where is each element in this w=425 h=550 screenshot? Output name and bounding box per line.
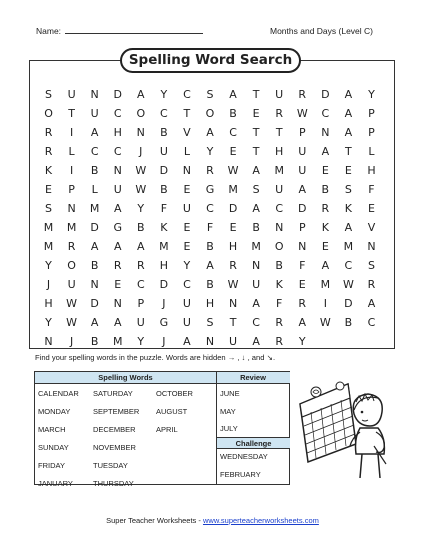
grid-letter: J bbox=[69, 335, 74, 348]
grid-letter: B bbox=[275, 259, 283, 272]
grid-letter: L bbox=[183, 145, 190, 158]
spelling-word: FRIDAY bbox=[38, 461, 65, 470]
grid-letter: B bbox=[160, 183, 168, 196]
grid-letter: C bbox=[136, 278, 145, 291]
grid-letter: A bbox=[367, 297, 376, 310]
grid-letter: W bbox=[135, 164, 147, 177]
spelling-word: AUGUST bbox=[156, 407, 188, 416]
grid-letter: B bbox=[137, 221, 145, 234]
grid-letter: A bbox=[90, 126, 99, 139]
grid-letter: M bbox=[43, 240, 54, 253]
grid-letter: Y bbox=[137, 335, 145, 348]
grid-letter: M bbox=[320, 278, 331, 291]
grid-letter: R bbox=[298, 88, 307, 101]
grid-letter: S bbox=[45, 88, 53, 101]
grid-letter: A bbox=[206, 259, 214, 272]
spelling-word: OCTOBER bbox=[156, 389, 193, 398]
grid-letter: U bbox=[182, 202, 191, 215]
grid-letter: A bbox=[229, 88, 237, 101]
grid-letter: C bbox=[229, 126, 237, 139]
grid-letter: O bbox=[44, 107, 53, 120]
grid-letter: H bbox=[367, 164, 376, 177]
grid-letter: E bbox=[252, 107, 260, 120]
spelling-word: CALENDAR bbox=[38, 389, 79, 398]
grid-letter: M bbox=[159, 240, 169, 253]
grid-letter: R bbox=[136, 259, 145, 272]
grid-letter: B bbox=[90, 335, 99, 348]
grid-letter: D bbox=[113, 88, 122, 101]
grid-letter: U bbox=[182, 316, 191, 329]
grid-letter: E bbox=[183, 240, 191, 253]
grid-letter: O bbox=[67, 259, 76, 272]
grid-letter: D bbox=[90, 221, 99, 234]
grid-letter: A bbox=[252, 297, 260, 310]
spelling-word: APRIL bbox=[156, 425, 178, 434]
grid-letter: A bbox=[298, 183, 307, 196]
grid-letter: N bbox=[321, 126, 330, 139]
grid-letter: A bbox=[113, 316, 122, 329]
grid-letter: E bbox=[298, 278, 306, 291]
grid-letter: E bbox=[344, 164, 352, 177]
name-label: Name: bbox=[36, 26, 62, 36]
grid-letter: P bbox=[298, 126, 306, 139]
grid-letter: K bbox=[275, 278, 283, 291]
grid-letter: U bbox=[182, 297, 191, 310]
grid-letter: A bbox=[137, 240, 145, 253]
grid-letter: A bbox=[321, 259, 330, 272]
grid-letter: F bbox=[206, 221, 214, 234]
footer bbox=[0, 516, 425, 525]
review-word: JULY bbox=[220, 424, 238, 433]
grid-letter: Y bbox=[45, 259, 52, 272]
grid-letter: K bbox=[44, 164, 53, 177]
grid-letter: M bbox=[274, 164, 284, 177]
grid-letter: N bbox=[113, 297, 122, 310]
grid-letter: C bbox=[90, 145, 99, 158]
grid-letter: N bbox=[113, 164, 122, 177]
grid-letter: M bbox=[112, 335, 123, 348]
grid-letter: N bbox=[90, 88, 99, 101]
grid-letter: Y bbox=[45, 316, 52, 329]
grid-letter: A bbox=[344, 221, 353, 234]
word-table bbox=[34, 371, 290, 488]
grid-letter: S bbox=[206, 316, 214, 329]
grid-letter: C bbox=[183, 88, 191, 101]
name-line[interactable] bbox=[65, 26, 203, 34]
grid-letter: T bbox=[183, 107, 191, 120]
grid-letter: C bbox=[113, 107, 122, 120]
grid-letter: E bbox=[45, 183, 52, 196]
grid-letter: A bbox=[321, 145, 330, 158]
grid-letter: U bbox=[275, 88, 284, 101]
grid-letter: A bbox=[113, 202, 122, 215]
grid-letter: E bbox=[183, 183, 191, 196]
spelling-word: SEPTEMBER bbox=[93, 407, 140, 416]
grid-letter: N bbox=[90, 278, 99, 291]
grid-letter: U bbox=[275, 183, 284, 196]
grid-letter: H bbox=[205, 297, 215, 310]
grid-letter: C bbox=[160, 107, 168, 120]
grid-letter: C bbox=[321, 107, 330, 120]
grid-letter: O bbox=[136, 107, 146, 120]
grid-letter: Y bbox=[160, 88, 168, 101]
grid-letter: Y bbox=[206, 145, 214, 158]
spelling-word: JANUARY bbox=[38, 479, 73, 488]
grid-letter: F bbox=[368, 183, 375, 196]
grid-letter: J bbox=[46, 278, 51, 291]
grid-letter: C bbox=[183, 278, 191, 291]
grid-letter: A bbox=[90, 316, 99, 329]
grid-letter: W bbox=[319, 316, 331, 329]
spelling-word: DECEMBER bbox=[93, 425, 136, 434]
spelling-word: TUESDAY bbox=[93, 461, 128, 470]
grid-letter: S bbox=[45, 202, 53, 215]
grid-letter: G bbox=[205, 183, 215, 196]
grid-letter: U bbox=[298, 164, 307, 177]
grid-letter: S bbox=[252, 183, 260, 196]
grid-letter: A bbox=[344, 126, 353, 139]
grid-letter: N bbox=[67, 202, 76, 215]
grid-letter: B bbox=[344, 316, 353, 329]
grid-letter: B bbox=[229, 107, 237, 120]
grid-letter: H bbox=[44, 297, 53, 310]
grid-letter: W bbox=[227, 278, 239, 291]
grid-letter: E bbox=[367, 202, 375, 215]
grid-letter: N bbox=[44, 335, 53, 348]
review-word: JUNE bbox=[220, 389, 240, 398]
grid-letter: D bbox=[298, 202, 307, 215]
grid-letter: D bbox=[159, 164, 169, 177]
worksheet-title: Months and Days (Level C) bbox=[270, 26, 373, 36]
grid-letter: M bbox=[251, 240, 261, 253]
grid-letter: O bbox=[274, 240, 284, 253]
footer-text: Super Teacher Worksheets - bbox=[106, 516, 203, 525]
grid-letter: A bbox=[252, 164, 260, 177]
grid-letter: V bbox=[367, 221, 376, 234]
grid-letter: I bbox=[69, 126, 74, 139]
grid-letter: N bbox=[136, 126, 145, 139]
grid-letter: R bbox=[229, 259, 237, 272]
grid-letter: A bbox=[298, 316, 307, 329]
grid-letter: F bbox=[160, 202, 168, 215]
grid-letter: K bbox=[160, 221, 168, 234]
grid-letter: E bbox=[229, 221, 237, 234]
name-field[interactable] bbox=[36, 26, 203, 36]
grid-letter: T bbox=[275, 126, 283, 139]
grid-letter: H bbox=[275, 145, 284, 158]
spelling-word: SATURDAY bbox=[93, 389, 133, 398]
grid-letter: M bbox=[66, 221, 77, 234]
grid-letter: U bbox=[90, 107, 99, 120]
grid-letter: L bbox=[68, 145, 75, 158]
grid-letter: I bbox=[69, 164, 74, 177]
grid-letter: Y bbox=[368, 88, 375, 101]
spelling-word: NOVEMBER bbox=[93, 443, 136, 452]
grid-letter: S bbox=[206, 88, 214, 101]
grid-letter: N bbox=[275, 221, 284, 234]
grid-letter: A bbox=[252, 202, 260, 215]
review-word: MAY bbox=[220, 407, 236, 416]
grid-letter: R bbox=[275, 316, 284, 329]
grid-letter: D bbox=[159, 278, 169, 291]
grid-letter: D bbox=[228, 202, 238, 215]
spelling-word: MARCH bbox=[38, 425, 66, 434]
grid-letter: A bbox=[252, 335, 260, 348]
grid-letter: R bbox=[275, 107, 284, 120]
grid-letter: L bbox=[91, 183, 98, 196]
grid-letter: E bbox=[183, 221, 191, 234]
grid-letter: H bbox=[113, 126, 122, 139]
grid-letter: N bbox=[252, 259, 261, 272]
footer-link[interactable]: www.superteacherworksheets.com bbox=[202, 516, 319, 525]
grid-letter: N bbox=[298, 240, 307, 253]
spelling-word: SUNDAY bbox=[38, 443, 69, 452]
grid-letter: B bbox=[206, 240, 214, 253]
grid-letter: T bbox=[252, 126, 260, 139]
grid-letter: A bbox=[137, 88, 145, 101]
grid-letter: B bbox=[252, 221, 260, 234]
grid-letter: F bbox=[299, 259, 306, 272]
grid-letter: N bbox=[228, 297, 238, 310]
grid-letter: W bbox=[66, 316, 78, 329]
grid-letter: R bbox=[113, 259, 122, 272]
challenge-header: Challenge bbox=[217, 437, 290, 449]
grid-letter: R bbox=[275, 335, 284, 348]
grid-letter: S bbox=[367, 259, 375, 272]
grid-letter: U bbox=[252, 278, 261, 291]
page-title: Spelling Word Search bbox=[120, 48, 301, 73]
grid-letter: R bbox=[367, 278, 376, 291]
grid-letter: R bbox=[67, 240, 76, 253]
grid-letter: K bbox=[321, 221, 329, 234]
grid-letter: T bbox=[229, 316, 237, 329]
grid-letter: C bbox=[206, 202, 214, 215]
review-header: Review bbox=[216, 372, 290, 384]
grid-letter: W bbox=[66, 297, 78, 310]
grid-letter: B bbox=[90, 259, 99, 272]
grid-letter: E bbox=[321, 164, 329, 177]
grid-letter: N bbox=[205, 335, 215, 348]
grid-letter: L bbox=[368, 145, 375, 158]
grid-letter: P bbox=[368, 107, 375, 120]
spelling-word: THURSDAY bbox=[93, 479, 134, 488]
grid-letter: G bbox=[113, 221, 122, 234]
grid-letter: Y bbox=[137, 202, 145, 215]
grid-letter: A bbox=[344, 88, 353, 101]
grid-letter: W bbox=[296, 107, 308, 120]
spelling-word: MONDAY bbox=[38, 407, 71, 416]
grid-letter: M bbox=[343, 240, 354, 253]
boy-with-calendar-illustration bbox=[296, 374, 394, 484]
grid-letter: F bbox=[276, 297, 283, 310]
grid-letter: E bbox=[321, 240, 329, 253]
grid-letter: C bbox=[252, 316, 260, 329]
grid-letter: T bbox=[68, 107, 75, 120]
grid-letter: R bbox=[298, 297, 307, 310]
grid-letter: P bbox=[68, 183, 75, 196]
grid-letter: T bbox=[252, 88, 260, 101]
calendar-icon bbox=[300, 382, 356, 462]
grid-letter: A bbox=[183, 335, 191, 348]
grid-letter: M bbox=[89, 202, 100, 215]
grid-letter: U bbox=[229, 335, 238, 348]
grid-letter: N bbox=[367, 240, 376, 253]
grid-letter: W bbox=[342, 278, 354, 291]
grid-letter: C bbox=[113, 145, 122, 158]
grid-letter: U bbox=[159, 145, 168, 158]
grid-letter: B bbox=[160, 126, 168, 139]
grid-letter: S bbox=[344, 183, 352, 196]
instructions: Find your spelling words in the puzzle. Words are hidden → , ↓ , and ↘. bbox=[35, 353, 276, 362]
table-divider bbox=[216, 372, 217, 485]
grid-letter: U bbox=[113, 183, 122, 196]
grid-letter: R bbox=[44, 145, 53, 158]
grid-letter: C bbox=[344, 259, 353, 272]
grid-letter: Y bbox=[183, 259, 191, 272]
grid-letter: T bbox=[252, 145, 260, 158]
grid-letter: Y bbox=[298, 335, 306, 348]
challenge-word: WEDNESDAY bbox=[220, 452, 268, 461]
spelling-words-header: Spelling Words bbox=[35, 372, 216, 384]
grid-letter: A bbox=[113, 240, 122, 253]
grid-letter: A bbox=[206, 126, 214, 139]
grid-letter: D bbox=[90, 297, 99, 310]
grid-letter: R bbox=[206, 164, 214, 177]
grid-letter: N bbox=[182, 164, 192, 177]
grid-letter: P bbox=[137, 297, 145, 310]
grid-letter: J bbox=[162, 297, 166, 310]
grid-letter: P bbox=[298, 221, 306, 234]
grid-letter: H bbox=[159, 259, 168, 272]
grid-letter: U bbox=[67, 278, 76, 291]
grid-letter: B bbox=[206, 278, 214, 291]
grid-letter: U bbox=[136, 316, 145, 329]
grid-letter: C bbox=[275, 202, 284, 215]
grid-letter: V bbox=[183, 126, 191, 139]
grid-letter: K bbox=[344, 202, 352, 215]
grid-letter: R bbox=[44, 126, 53, 139]
letter-grid bbox=[37, 85, 383, 351]
challenge-word: FEBRUARY bbox=[220, 470, 261, 479]
grid-letter: A bbox=[344, 107, 353, 120]
grid-letter: M bbox=[228, 183, 238, 196]
grid-letter: B bbox=[321, 183, 330, 196]
boy-figure bbox=[350, 394, 386, 478]
grid-letter: O bbox=[205, 107, 215, 120]
grid-letter: B bbox=[90, 164, 99, 177]
grid-letter: E bbox=[229, 145, 237, 158]
grid-letter: H bbox=[228, 240, 238, 253]
grid-letter: A bbox=[90, 240, 99, 253]
grid-letter: E bbox=[114, 278, 122, 291]
grid-letter: P bbox=[368, 126, 375, 139]
grid-letter: U bbox=[298, 145, 307, 158]
grid-letter: J bbox=[139, 145, 143, 158]
grid-letter: R bbox=[321, 202, 330, 215]
grid-letter: G bbox=[159, 316, 169, 329]
grid-letter: W bbox=[135, 183, 147, 196]
grid-letter: M bbox=[43, 221, 54, 234]
grid-letter: D bbox=[344, 297, 353, 310]
grid-letter: U bbox=[67, 88, 76, 101]
grid-letter: I bbox=[323, 297, 327, 310]
grid-letter: C bbox=[367, 316, 376, 329]
grid-letter: W bbox=[227, 164, 239, 177]
grid-letter: D bbox=[321, 88, 330, 101]
grid-letter: T bbox=[345, 145, 352, 158]
grid-letter: J bbox=[162, 335, 166, 348]
